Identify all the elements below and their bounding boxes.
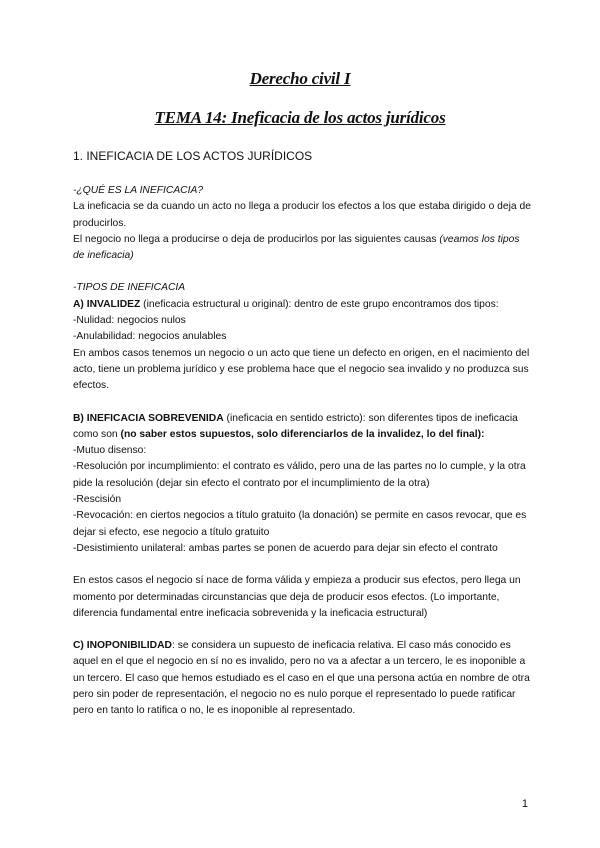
list-item: -Rescisión (73, 494, 122, 506)
list-item: -Desistimiento unilateral: ambas partes se ponen de acuerdo para dejar sin efecto el contrato (73, 542, 498, 554)
que-es-paragraph-2 (73, 232, 533, 265)
list-item: -Nulidad: negocios nulos (73, 315, 186, 327)
que-es-heading: -¿QUÉ ES LA INEFICACIA? (73, 185, 204, 196)
document-title: Derecho civil I (249, 69, 351, 88)
document-subtitle: TEMA 14: Ineficacia de los actos jurídicos (154, 108, 446, 127)
que-es-p2-text: El negocio no llega a producirse o deja de producirlos por las siguientes causas (73, 233, 440, 245)
list-item: -Revocación: en ciertos negocios a título gratuito (la donación) se permite en casos revocar, que es dejar si efecto, ese negocio a título gratuito (73, 510, 527, 538)
inoponibilidad-label: C) INOPONIBILIDAD (73, 640, 172, 652)
sobrevenida-note: (no saber estos supuestos, solo diferenciarlos de la invalidez, lo del final): (120, 428, 485, 440)
section-heading: 1. INEFICACIA DE LOS ACTOS JURÍDICOS (73, 149, 313, 163)
list-item: -Mutuo disenso: (73, 445, 147, 457)
inoponibilidad-text: : se considera un supuesto de ineficacia relativa. El caso más conocido es aquel en el que el negocio en sí no es invalido, pero no va a afectar a un tercero, le es inoponible a un tercero. El caso que hemos estudiado es el caso en el que una persona actúa en nombre de otra pero sin poder de representación, el negocio no es nulo porque el representado lo puede ratificar pero en tanto lo ratifica o no, le es inoponible al representado. (73, 640, 530, 717)
tipos-heading: -TIPOS DE INEFICACIA (73, 282, 186, 294)
sobrevenida-label: B) INEFICACIA SOBREVENIDA (73, 412, 224, 424)
page-number: 1 (521, 798, 528, 810)
sobrevenida-desc: (ineficacia en sentido estricto): son diferentes tipos de ineficacia como son (73, 412, 518, 440)
sobrevenida-explanation: En estos casos el negocio sí nace de forma válida y empieza a producir sus efectos, pero llega un momento por determinadas circunstancias que deja de producir esos efectos. (Lo importante, diferencia fundamental entre ineficacia sobrevenida y la ineficacia estructural) (73, 575, 521, 619)
list-item: -Resolución por incumplimiento: el contrato es válido, pero una de las partes no lo cumple, y la otra pide la resolución (dejar sin efecto el contrato por el incumplimiento de la otra) (73, 461, 526, 489)
que-es-p2-italic: (veamos los tipos de ineficacia) (73, 233, 520, 262)
sobrevenida-paragraph (73, 411, 533, 444)
list-item: -Anulabilidad: negocios anulables (73, 331, 227, 343)
inoponibilidad-paragraph (73, 638, 533, 719)
invalidez-label: A) INVALIDEZ (73, 298, 141, 310)
que-es-paragraph-1: La ineficacia se da cuando un acto no llega a producir los efectos a los que estaba dirigido o deja de producirlos. (73, 201, 531, 229)
invalidez-explanation: En ambos casos tenemos un negocio o un acto que tiene un defecto en origen, en el nacimiento del acto, tiene un problema jurídico y ese problema hace que el negocio sea invalido y no produzca sus efectos. (73, 347, 530, 392)
document-body (73, 148, 533, 720)
invalidez-desc: (ineficacia estructural u original): dentro de este grupo encontramos dos tipos: (140, 298, 499, 310)
invalidez-paragraph (73, 297, 533, 313)
